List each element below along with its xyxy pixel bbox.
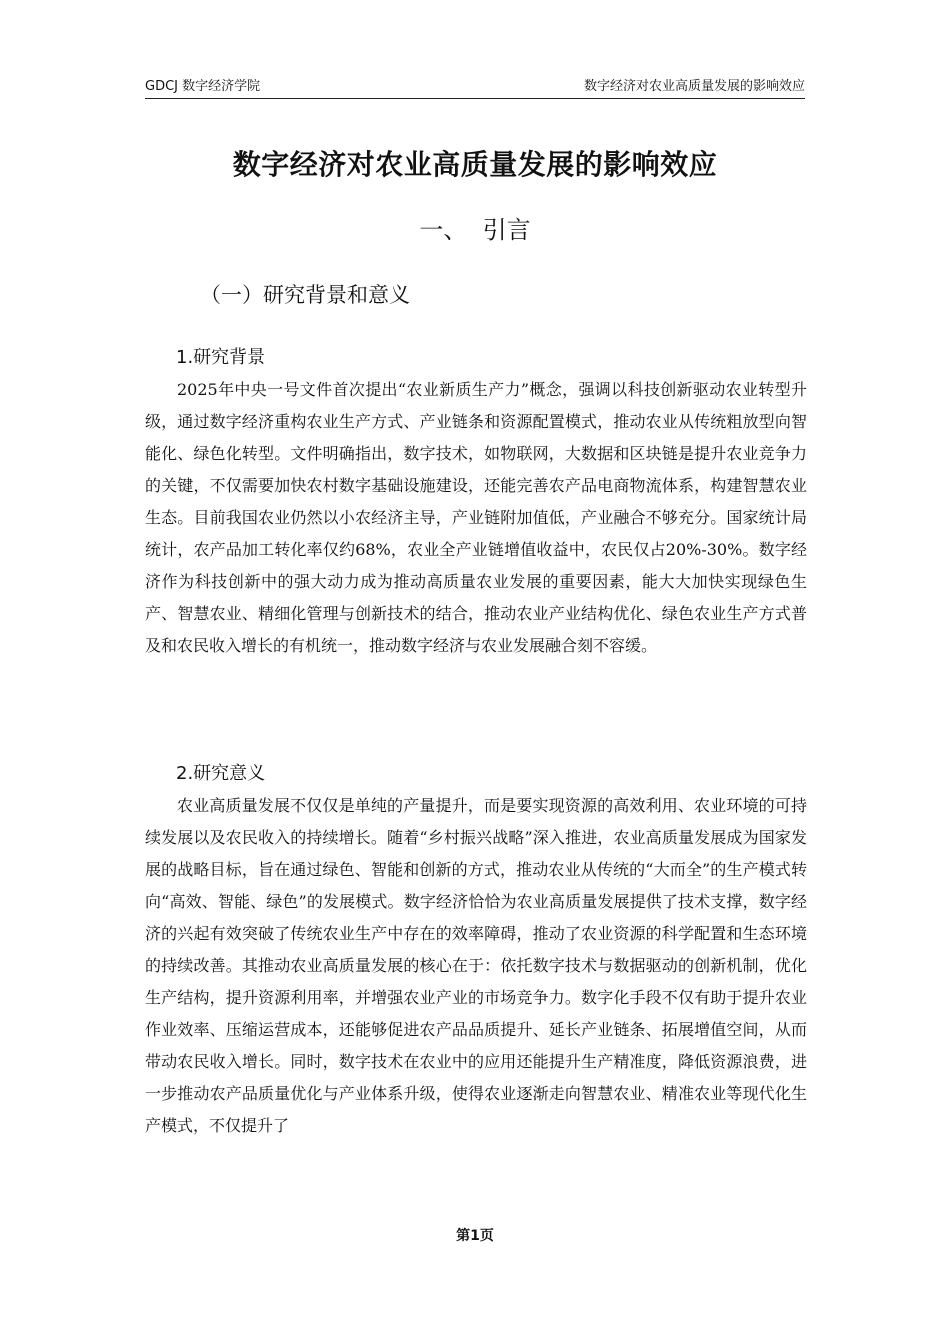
header-right-text: 数字经济对农业高质量发展的影响效应 xyxy=(583,79,805,94)
paragraph-research-significance: 农业高质量发展不仅仅是单纯的产量提升，而是要实现资源的高效利用、农业环境的可持续发展以及农民收入的持续增长。随着“乡村振兴战略”深入推进，农业高质量发展成为国家发展的战略目标，旨在通过绿色、智能和创新的方式，推动农业从传统的“大而全”的生产模式转向“高效、智能、绿色”的发展模式。数字经济恰恰为农业高质量发展提供了技术支撑，数字经济的兴起有效突破了传统农业生产中存在的效率障碍，推动了农业资源的科学配置和生态环境的持续改善。其推动农业高质量发展的核心在于：依托数字技术与数据驱动的创新机制，优化生产结构，提升资源利用率，并增强农业产业的市场竞争力。数字化手段不仅有助于提升农业作业效率、压缩运营成本，还能够促进农产品品质提升、延长产业链条、拓展增值空间，从而带动农民收入增长。同时，数字技术在农业中的应用还能提升生产精准度，降低资源浪费，进一步推动农产品质量优化与产业体系升级，使得农业逐渐走向智慧农业、精准农业等现代化生产模式，不仅提升了 xyxy=(145,796,807,1135)
paragraph-research-background: 2025年中央一号文件首次提出“农业新质生产力”概念，强调以科技创新驱动农业转型升级，通过数字经济重构农业生产方式、产业链条和资源配置模式，推动农业从传统粗放型向智能化、绿色化转型。文件明确指出，数字技术，如物联网，大数据和区块链是提升农业竞争力的关键，不仅需要加快农村数字基础设施建设，还能完善农产品电商物流体系，构建智慧农业生态。目前我国农业仍然以小农经济主导，产业链附加值低，产业融合不够充分。国家统计局统计，农产品加工转化率仅约68%，农业全产业链增值收益中，农民仅占20%-30%。数字经济作为科技创新中的强大动力成为推动高质量农业发展的重要因素，能大大加快实现绿色生产、智慧农业、精细化管理与创新技术的结合，推动农业产业结构优化、绿色农业生产方式普及和农民收入增长的有机统一，推动数字经济与农业发展融合刻不容缓。 xyxy=(145,380,807,655)
heading-research-background: 1.研究背景 xyxy=(176,347,266,368)
page-number: 第1页 xyxy=(456,1228,494,1244)
section-heading-introduction: 一、 引言 xyxy=(419,216,531,244)
heading-research-significance: 2.研究意义 xyxy=(176,763,266,784)
header-left-text: GDCJ 数字经济学院 xyxy=(145,79,261,94)
document-title: 数字经济对农业高质量发展的影响效应 xyxy=(232,148,718,181)
page-header xyxy=(145,74,805,99)
subsection-heading-background-significance: （一）研究背景和意义 xyxy=(200,283,410,307)
